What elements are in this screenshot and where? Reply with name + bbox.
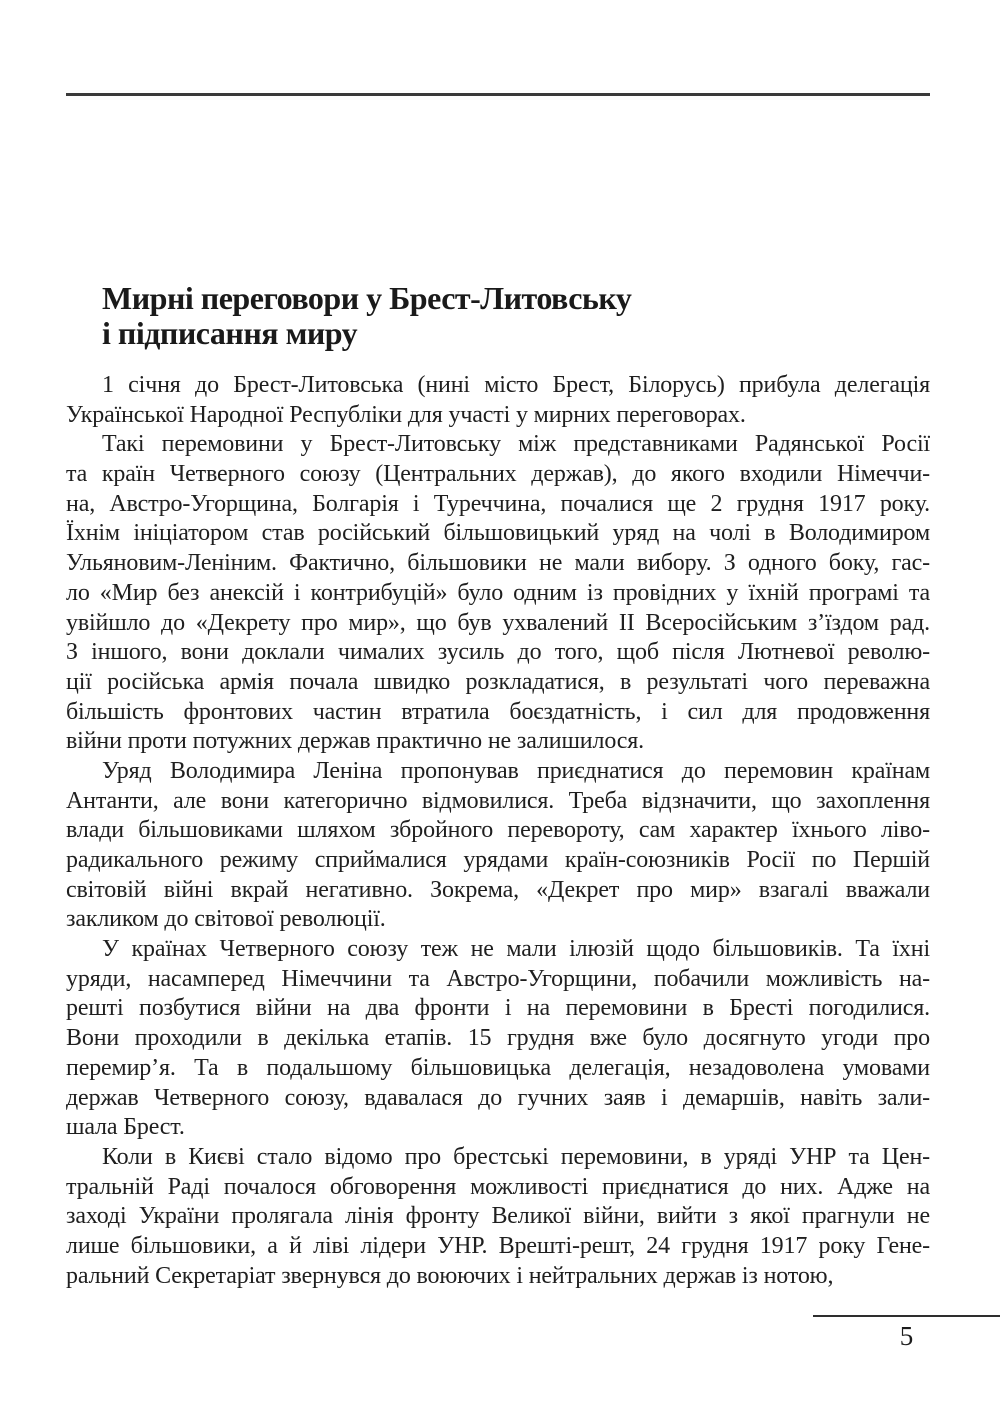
body-line: заході України пролягала лінія фронту Великої війни, вийти з якої прагнули не <box>66 1203 930 1230</box>
chapter-title <box>102 281 631 351</box>
body-line: та країн Четверного союзу (Центральних держав), до якого входили Німеччи- <box>66 461 930 488</box>
body-line: Уряд Володимира Леніна пропонував приєднатися до перемовин країнам <box>102 757 930 784</box>
body-line: тральній Раді почалося обговорення можливості приєднатися до них. Адже на <box>66 1173 930 1200</box>
body-line: на, Австро-Угорщина, Болгарія і Туреччина, почалися ще 2 грудня 1917 року. <box>66 490 930 517</box>
body-line: Антанти, але вони категорично відмовилися. Треба відзначити, що захоплення <box>66 787 930 814</box>
body-line: уряди, насамперед Німеччини та Австро-Угорщини, побачили можливість на- <box>66 965 930 992</box>
body-line: лише більшовики, а й ліві лідери УНР. Врешті-решт, 24 грудня 1917 року Гене- <box>66 1232 930 1259</box>
body-line: решті позбутися війни на два фронти і на перемовини в Бресті погодилися. <box>66 995 930 1022</box>
body-line: більшість фронтових частин втратила боєздатність, і сил для продовження <box>66 698 930 725</box>
body-line: держав Четверного союзу, вдавалася до гучних заяв і демаршів, навіть зали- <box>66 1084 930 1111</box>
chapter-title-line-1: Мирні переговори у Брест-Литовську <box>102 280 632 316</box>
body-line: шала Брест. <box>66 1114 185 1141</box>
body-line: влади більшовиками шляхом збройного перевороту, сам характер їхнього ліво- <box>66 817 930 844</box>
body-line: У країнах Четверного союзу теж не мали ілюзій щодо більшовиків. Та їхні <box>102 936 930 963</box>
body-line: радикального режиму сприймалися урядами країн-союзників Росії по Першій <box>66 847 930 873</box>
body-line: війни проти потужних держав практично не залишилося. <box>66 728 645 755</box>
body-line: Ульяновим-Леніним. Фактично, більшовики не мали вибору. З одного боку, гас- <box>66 550 930 577</box>
body-line: З іншого, вони доклали чималих зусиль до того, щоб після Лютневої револю- <box>66 639 930 666</box>
body-line: увійшло до «Декрету про мир», що був ухвалений ІІ Всеросійським з’їздом рад. <box>66 609 930 636</box>
body-line: Української Народної Республіки для участі у мирних переговорах. <box>66 401 746 428</box>
body-line: Коли в Києві стало відомо про брестські перемовини, в уряді УНР та Цен- <box>102 1143 930 1170</box>
body-line: ральний Секретаріат звернувся до воюючих і нейтральних держав із нотою, <box>66 1262 834 1289</box>
body-line: Такі перемовини у Брест-Литовську між представниками Радянської Росії <box>102 431 930 458</box>
body-text <box>66 371 930 1291</box>
footer-rule <box>813 1315 1000 1317</box>
body-line: Їхнім ініціатором став російський більшовицький уряд на чолі в Володимиром <box>66 520 930 547</box>
body-line: світовій війні вкрай негативно. Зокрема, «Декрет про мир» взагалі вважали <box>66 876 930 903</box>
body-line: 1 січня до Брест-Литовська (нині місто Брест, Білорусь) прибула делегація <box>102 372 930 398</box>
header-rule <box>66 93 930 96</box>
body-line: ло «Мир без анексій і контрибуцій» було одним із провідних у їхній програмі та <box>66 579 930 606</box>
body-line: перемир’я. Та в подальшому більшовицька делегація, незадоволена умовами <box>66 1054 930 1081</box>
body-line: закликом до світової революції. <box>66 906 386 933</box>
body-line: ції російська армія почала швидко розкладатися, в результаті чого переважна <box>66 668 930 695</box>
body-line: Вони проходили в декілька етапів. 15 грудня вже було досягнуто угоди про <box>66 1025 930 1052</box>
chapter-title-line-2: і підписання миру <box>102 315 358 351</box>
page-number: 5 <box>899 1321 914 1351</box>
